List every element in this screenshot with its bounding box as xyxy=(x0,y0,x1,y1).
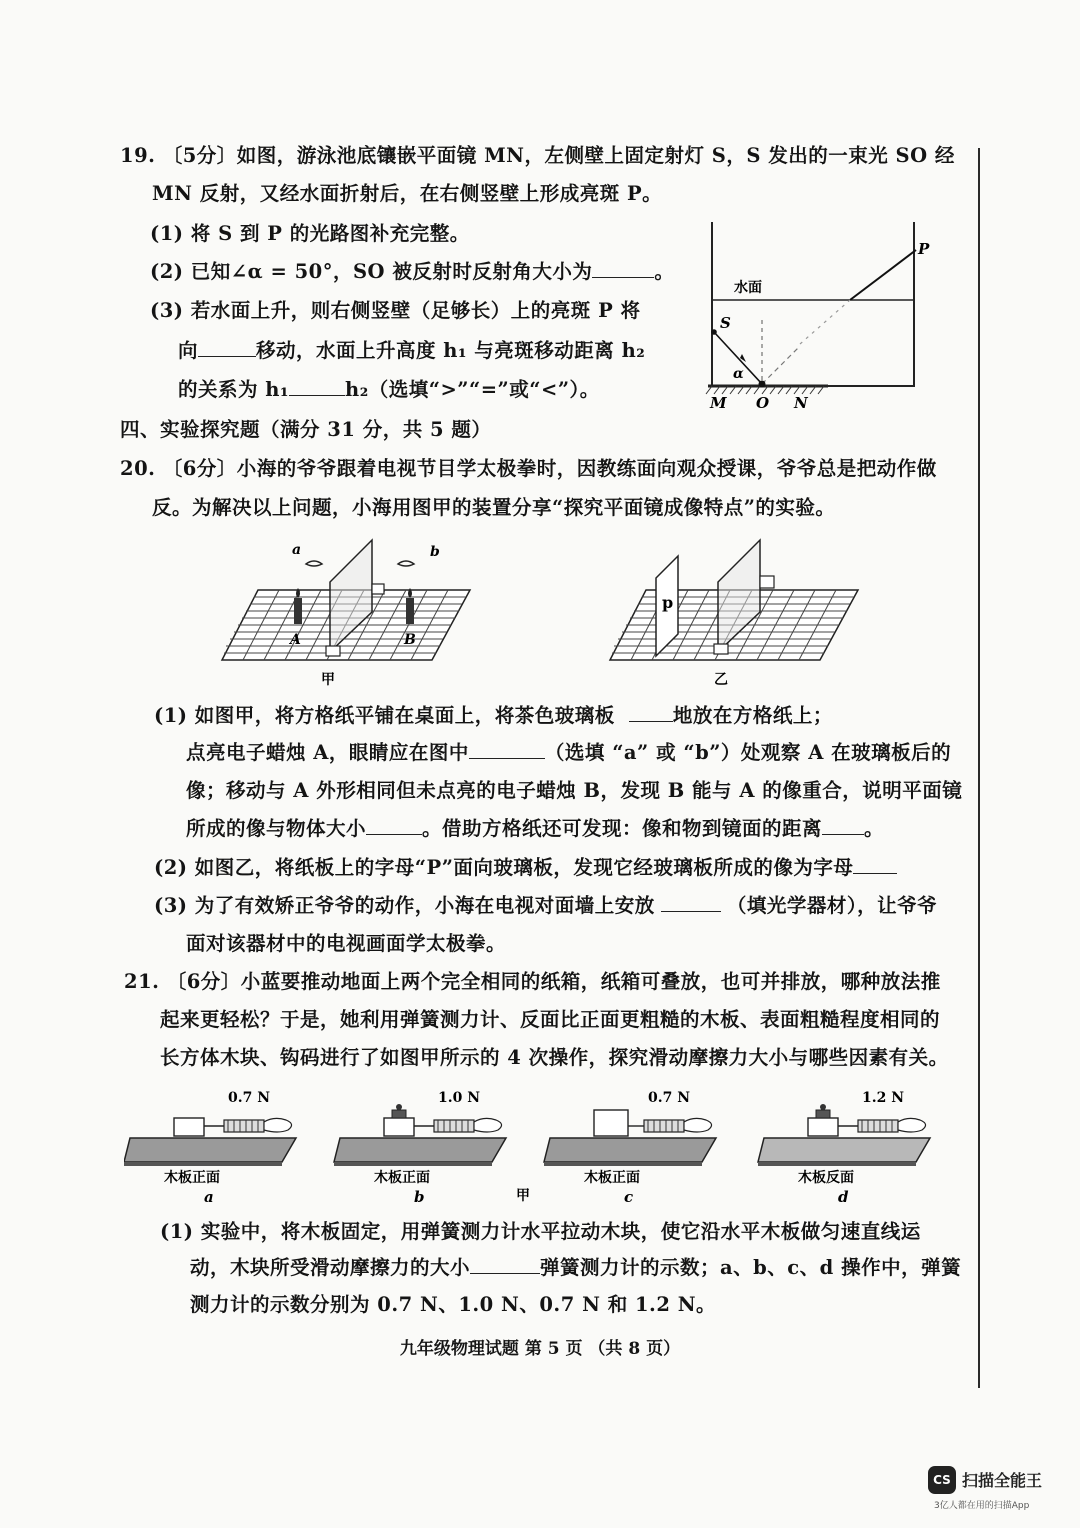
q20-part1-line2: 点亮电子蜡烛 A，眼睛应在图中 （选填 “a” 或 “b”）处观察 A 在玻璃板后的 xyxy=(186,741,952,764)
hook-weight-b xyxy=(392,1110,406,1118)
fig19-label-alpha: α xyxy=(733,366,744,382)
fig19-label-P: P xyxy=(918,240,930,258)
fig20jia-label-a: a xyxy=(292,542,302,558)
hand-icon xyxy=(264,1118,292,1132)
q21-figure-caption: 甲 xyxy=(516,1188,530,1202)
fig20jia-label-b: b xyxy=(430,544,440,560)
q19-line2: MN 反射，又经水面折射后，在右侧竖壁上形成亮斑 P。 xyxy=(152,182,663,205)
wood-block-c xyxy=(594,1110,628,1136)
force-reading-a: 0.7 N xyxy=(228,1090,271,1106)
q20-figure-yi xyxy=(606,534,866,692)
q19-part3-line3: 的关系为 h₁ h₂（选填“>”“=”或“<”）。 xyxy=(178,378,600,401)
panel-letter-c: c xyxy=(624,1188,634,1202)
fig19-label-S: S xyxy=(720,314,731,332)
q21-line1: 21. 〔6分〕小蓝要推动地面上两个完全相同的纸箱，纸箱可叠放，也可并排放，哪种放法推 xyxy=(124,970,941,993)
q20-part3-line2: 面对该器材中的电视画面学太极拳。 xyxy=(186,932,507,955)
q19-part2: (2) 已知∠α = 50°，SO 被反射时反射角大小为 。 xyxy=(150,260,675,283)
q21-line2: 起来更轻松？于是，她利用弹簧测力计、反面比正面更粗糙的木板、表面粗糙程度相同的 xyxy=(160,1008,941,1031)
board-label-a: 木板正面 xyxy=(164,1170,220,1186)
q20-part3-line1: (3) 为了有效矫正爷爷的动作，小海在电视对面墙上安放 （填光学器材），让爷爷 xyxy=(154,894,938,917)
hand-icon xyxy=(474,1118,502,1132)
board-label-c: 木板正面 xyxy=(584,1170,640,1186)
q21-part1-line3: 测力计的示数分别为 0.7 N、1.0 N、0.7 N 和 1.2 N。 xyxy=(190,1293,717,1316)
watermark-app-name: 扫描全能王 xyxy=(962,1471,1043,1490)
board-panel-a xyxy=(124,1138,296,1162)
panel-letter-d: d xyxy=(838,1188,849,1202)
fig19-label-water: 水面 xyxy=(734,280,762,296)
wood-block-a xyxy=(174,1118,204,1136)
fig20jia-caption: 甲 xyxy=(321,672,335,688)
fig20yi-caption: 乙 xyxy=(714,672,728,688)
wood-block-d xyxy=(808,1118,838,1136)
q19-part1: (1) 将 S 到 P 的光路图补充完整。 xyxy=(150,222,470,245)
wood-block-b xyxy=(384,1118,414,1136)
q19-line1: 19. 〔5分〕如图，游泳池底镶嵌平面镜 MN，左侧壁上固定射灯 S，S 发出的一束光 SO 经 xyxy=(120,144,955,167)
right-margin-rule xyxy=(978,148,980,1388)
q19-part3-line2: 向 移动，水面上升高度 h₁ 与亮斑移动距离 h₂ xyxy=(178,339,646,362)
panel-letter-a: a xyxy=(204,1188,214,1202)
fig20jia-label-A: A xyxy=(290,632,301,648)
q19-pool-figure xyxy=(700,214,950,410)
q20-part1-line3: 像；移动与 A 外形相同但未点亮的电子蜡烛 B，发现 B 能与 A 的像重合，说明平面镜 xyxy=(186,779,963,802)
fig19-label-O: O xyxy=(756,394,770,410)
section-4-heading: 四、实验探究题（满分 31 分，共 5 题） xyxy=(120,418,492,441)
scanner-watermark xyxy=(928,1466,1068,1516)
page-footer: 九年级物理试题 第 5 页 （共 8 页） xyxy=(399,1339,681,1359)
q21-friction-figure xyxy=(124,1078,954,1202)
q20-line2: 反。为解决以上问题，小海用图甲的装置分享“探究平面镜成像特点”的实验。 xyxy=(152,496,836,519)
fig20yi-letter-p: p xyxy=(662,593,674,612)
hook-weight-d xyxy=(816,1110,830,1118)
board-label-d: 木板反面 xyxy=(798,1170,854,1186)
camscanner-logo-icon: CS xyxy=(928,1466,956,1494)
q20-part2: (2) 如图乙，将纸板上的字母“P”面向玻璃板，发现它经玻璃板所成的像为字母 xyxy=(154,854,897,882)
q21-part1-line2: 动，木块所受滑动摩擦力的大小 弹簧测力计的示数；a、b、c、d 操作中，弹簧 xyxy=(190,1256,962,1279)
force-reading-b: 1.0 N xyxy=(438,1090,481,1106)
q20-part1-line4: 所成的像与物体大小 。借助方格纸还可发现：像和物到镜面的距离 。 xyxy=(186,817,885,840)
board-panel-d xyxy=(758,1138,930,1162)
fig20jia-label-B: B xyxy=(404,632,416,648)
board-panel-b xyxy=(334,1138,506,1162)
board-label-b: 木板正面 xyxy=(374,1170,430,1186)
q21-part1-line1: (1) 实验中，将木板固定，用弹簧测力计水平拉动木块，使它沿水平木板做匀速直线运 xyxy=(160,1220,921,1243)
q20-figure-jia xyxy=(218,534,478,692)
force-reading-d: 1.2 N xyxy=(862,1090,905,1106)
q20-line1: 20. 〔6分〕小海的爷爷跟着电视节目学太极拳时，因教练面向观众授课，爷爷总是把动作做 xyxy=(120,457,937,480)
hand-icon xyxy=(898,1118,926,1132)
panel-letter-b: b xyxy=(414,1188,425,1202)
fig19-label-N: N xyxy=(794,394,808,410)
fig19-label-M: M xyxy=(710,394,727,410)
q20-part1-line1: (1) 如图甲，将方格纸平铺在桌面上，将茶色玻璃板 地放在方格纸上； xyxy=(154,704,833,727)
q21-line3: 长方体木块、钩码进行了如图甲所示的 4 次操作，探究滑动摩擦力大小与哪些因素有关。 xyxy=(160,1046,949,1069)
force-reading-c: 0.7 N xyxy=(648,1090,691,1106)
q19-part3-line1: (3) 若水面上升，则右侧竖壁（足够长）上的亮斑 P 将 xyxy=(150,299,641,322)
watermark-slogan: 3亿人都在用的扫描App xyxy=(934,1501,1030,1511)
hand-icon xyxy=(684,1118,712,1132)
board-panel-c xyxy=(544,1138,716,1162)
